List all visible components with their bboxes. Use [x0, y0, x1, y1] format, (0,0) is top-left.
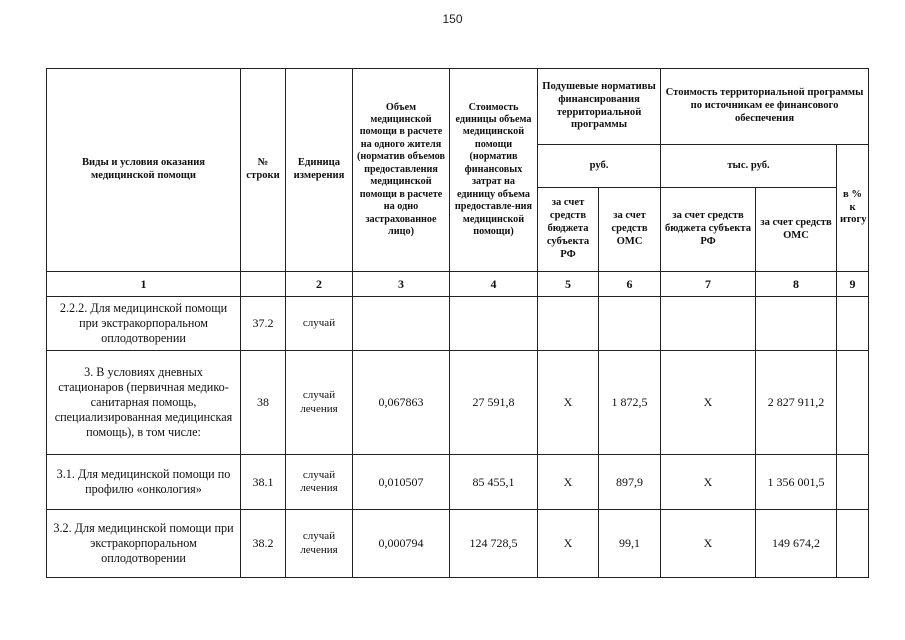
row-name: 2.2.2. Для медицинской помощи при экстракорпоральном оплодотворении: [47, 297, 241, 351]
row-oms-rub: 1 872,5: [599, 351, 661, 455]
header-oms-thous: за счет средств ОМС: [756, 188, 837, 272]
row-budget-rub: X: [538, 351, 599, 455]
header-percent: в % к итогу: [837, 145, 869, 272]
header-row-number: № строки: [241, 69, 286, 272]
row-oms-thous: 2 827 911,2: [756, 351, 837, 455]
row-oms-rub: 99,1: [599, 510, 661, 578]
row-name: 3. В условиях дневных стационаров (первичная медико-санитарная помощь, специализированная медицинская помощь), в том числе:: [47, 351, 241, 455]
row-oms-rub: [599, 297, 661, 351]
row-oms-thous: 1 356 001,5: [756, 455, 837, 510]
row-unit-cost: 124 728,5: [450, 510, 538, 578]
row-budget-rub: X: [538, 455, 599, 510]
table-row: [47, 351, 869, 455]
row-unit: случай: [286, 297, 353, 351]
row-budget-thous: X: [661, 510, 756, 578]
col-number: 5: [538, 272, 599, 297]
col-number: 9: [837, 272, 869, 297]
row-percent: [837, 510, 869, 578]
col-number: 6: [599, 272, 661, 297]
row-percent: [837, 455, 869, 510]
row-number: 37.2: [241, 297, 286, 351]
header-volume: Объем медицинской помощи в расчете на одного жителя (норматив объемов предоставления медицинской помощи в расчете на одно застрахованное лицо): [353, 69, 450, 272]
header-unit-cost: Стоимость единицы объема медицинской помощи (норматив финансовых затрат на единицу объема предоставле-ния медицинской помощи): [450, 69, 538, 272]
row-number: 38.1: [241, 455, 286, 510]
row-name: 3.2. Для медицинской помощи при экстракорпоральном оплодотворении: [47, 510, 241, 578]
col-number: 7: [661, 272, 756, 297]
header-budget-subject-thous: за счет средств бюджета субъекта РФ: [661, 188, 756, 272]
header-unit: Единица измерения: [286, 69, 353, 272]
row-unit: случай лечения: [286, 510, 353, 578]
row-percent: [837, 351, 869, 455]
row-oms-thous: 149 674,2: [756, 510, 837, 578]
header-service-type: Виды и условия оказания медицинской помощи: [47, 69, 241, 272]
table-row: [47, 455, 869, 510]
row-volume: 0,000794: [353, 510, 450, 578]
col-number: 8: [756, 272, 837, 297]
row-unit: случай лечения: [286, 351, 353, 455]
row-budget-rub: [538, 297, 599, 351]
row-oms-thous: [756, 297, 837, 351]
table-row: [47, 510, 869, 578]
row-unit-cost: 85 455,1: [450, 455, 538, 510]
header-rub: руб.: [538, 145, 661, 188]
row-budget-rub: X: [538, 510, 599, 578]
row-budget-thous: [661, 297, 756, 351]
row-name: 3.1. Для медицинской помощи по профилю «онкология»: [47, 455, 241, 510]
col-number: 3: [353, 272, 450, 297]
header-budget-subject-rub: за счет средств бюджета субъекта РФ: [538, 188, 599, 272]
row-unit-cost: 27 591,8: [450, 351, 538, 455]
page-number: 150: [442, 12, 463, 26]
row-volume: 0,010507: [353, 455, 450, 510]
row-unit-cost: [450, 297, 538, 351]
row-percent: [837, 297, 869, 351]
row-budget-thous: X: [661, 351, 756, 455]
financing-table: [46, 68, 869, 578]
row-volume: 0,067863: [353, 351, 450, 455]
col-number: 1: [47, 272, 241, 297]
header-oms-rub: за счет средств ОМС: [599, 188, 661, 272]
header-program-cost-group: Стоимость территориальной программы по источникам ее финансового обеспечения: [661, 69, 869, 145]
row-volume: [353, 297, 450, 351]
row-unit: случай лечения: [286, 455, 353, 510]
table-row: [47, 297, 869, 351]
row-budget-thous: X: [661, 455, 756, 510]
row-number: 38: [241, 351, 286, 455]
row-oms-rub: 897,9: [599, 455, 661, 510]
header-per-capita-group: Подушевые нормативы финансирования территориальной программы: [538, 69, 661, 145]
row-number: 38.2: [241, 510, 286, 578]
col-number: [241, 272, 286, 297]
header-thous-rub: тыс. руб.: [661, 145, 837, 188]
col-number: 4: [450, 272, 538, 297]
col-number: 2: [286, 272, 353, 297]
